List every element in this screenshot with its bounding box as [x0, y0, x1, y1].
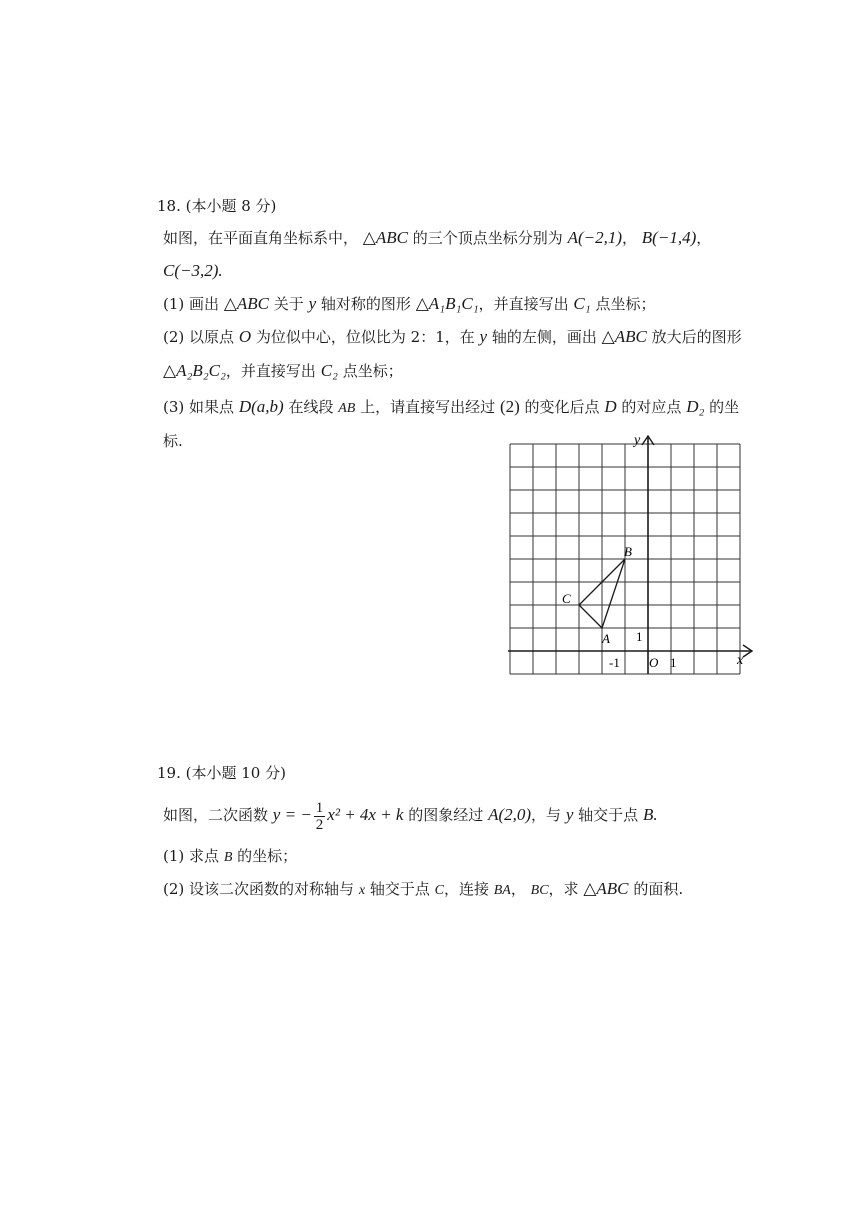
q18-point-c-line [163, 261, 223, 281]
y-axis-label: y [634, 433, 641, 448]
coordinate-grid-figure [506, 432, 758, 676]
q18-comma-1: ， [622, 229, 638, 247]
q19-p2-x: x [358, 883, 366, 898]
q18-p2-text-a: (2) 以原点 [163, 328, 235, 346]
q18-p3-d: D [604, 397, 617, 416]
q18-p2-c2: C₂ [320, 361, 338, 380]
q19-intro-text-4: 轴交于点 [578, 806, 639, 824]
q19-fraction [314, 800, 326, 833]
q18-point-b: B(−1,4) [641, 228, 697, 247]
q18-intro-text-2: 的三个顶点坐标分别为 [412, 229, 563, 247]
q19-p2-bc: BC [530, 883, 549, 898]
q18-p3-d2: D₂ [686, 397, 705, 416]
q19-p2-ba: BA [493, 883, 511, 898]
q18-p3-point-d: D(a,b) [238, 397, 284, 416]
q18-p1-triangle-1: △A₁B₁C₁ [415, 294, 479, 313]
q18-p1-triangle: △ABC [223, 294, 269, 313]
y-one-label: 1 [636, 629, 643, 644]
q18-p2-text-f: 点坐标； [342, 362, 403, 380]
q18-p2-text-e: ，并直接写出 [225, 362, 316, 380]
q18-p3-text-a: (3) 如果点 [163, 398, 235, 416]
q18-p1-text-d: ，并直接写出 [478, 295, 569, 313]
q18-p2-triangle: △ABC [601, 327, 647, 346]
q19-header: 19. (本小题 10 分) [157, 764, 286, 782]
q18-part-2-cont [163, 361, 403, 381]
q19-p1-b: B [223, 850, 233, 865]
q18-comma-2: ， [696, 229, 712, 247]
q18-p3-text-f: 的对应点 [621, 398, 682, 416]
q18-intro-triangle: △ABC [362, 228, 408, 247]
q18-p1-y: y [308, 294, 317, 313]
q19-intro-text-3: ，与 [531, 806, 562, 824]
q18-p1-c1: C₁ [573, 294, 591, 313]
q18-p1-text-b: 关于 [273, 295, 304, 313]
q18-part-2 [163, 327, 742, 347]
neg-one-label: -1 [609, 655, 620, 670]
q19-fraction-denominator: 2 [315, 816, 324, 833]
q18-p3-text-g: 的坐 [709, 398, 740, 416]
q19-p2-triangle: △ABC [583, 879, 629, 898]
q18-p3-ab: AB [338, 401, 356, 416]
vertex-b-label: B [624, 544, 632, 559]
q18-p2-o: O [238, 327, 252, 346]
q18-p2-text-b: 为位似中心，位似比为 2：1，在 [255, 328, 475, 346]
q18-p3-text-c: 上，请直接写出经过 [360, 398, 496, 416]
x-axis-label: x [737, 653, 744, 668]
q18-header: 18. (本小题 8 分) [157, 197, 277, 215]
q19-y: y [565, 805, 574, 824]
q19-p2-text-e: ， [510, 880, 526, 898]
q18-p3-text-e: 的变化后点 [524, 398, 600, 416]
vertex-a-label: A [602, 631, 610, 646]
x-one-label: 1 [670, 655, 677, 670]
q19-intro [163, 798, 658, 833]
q18-point-c: C(−3,2). [163, 261, 223, 280]
q19-part-2 [163, 879, 683, 901]
q19-fraction-numerator: 1 [315, 799, 324, 816]
q18-intro [163, 228, 711, 248]
q18-p2-text-d: 放大后的图形 [651, 328, 742, 346]
q19-p1-text-c: 的坐标； [237, 847, 298, 865]
origin-label: O [649, 655, 659, 670]
q19-p2-text-f: ，求 [548, 880, 579, 898]
q18-part-1 [163, 294, 655, 314]
q18-p1-text-c: 轴对称的图形 [320, 295, 411, 313]
q18-intro-text-1: 如图，在平面直角坐标系中， [163, 229, 359, 247]
q19-point-a: A(2,0) [488, 805, 532, 824]
q19-p2-text-a: (2) 设该二次函数的对称轴与 [163, 880, 355, 898]
q18-p1-text-a: (1) 画出 [163, 295, 220, 313]
q19-p1-text-a: (1) 求点 [163, 847, 220, 865]
q19-p2-c: C [434, 883, 444, 898]
q19-function-lhs: y = − [272, 805, 312, 824]
q18-p2-text-c: 轴的左侧，画出 [491, 328, 597, 346]
q18-part-3 [163, 397, 739, 419]
q19-p2-text-b: 轴交于点 [369, 880, 430, 898]
q19-p2-text-g: 的面积. [633, 880, 684, 898]
q19-function-rhs: x² + 4x + k [327, 805, 404, 824]
q18-p2-y: y [479, 327, 488, 346]
q18-p1-text-e: 点坐标； [595, 295, 656, 313]
q18-p3-text-b: 在线段 [288, 398, 334, 416]
q19-p2-text-d: ，连接 [443, 880, 489, 898]
q18-p3-two: (2) [499, 397, 520, 416]
q19-intro-text-1: 如图，二次函数 [163, 806, 269, 824]
q19-point-b: B. [642, 805, 658, 824]
q18-p2-triangle-2: △A₂B₂C₂ [163, 361, 226, 380]
q18-point-a: A(−2,1) [567, 228, 622, 247]
q19-intro-text-2: 的图象经过 [408, 806, 484, 824]
vertex-c-label: C [562, 591, 571, 606]
q19-part-1 [163, 846, 297, 868]
q18-part-3-cont: 标. [163, 432, 183, 450]
